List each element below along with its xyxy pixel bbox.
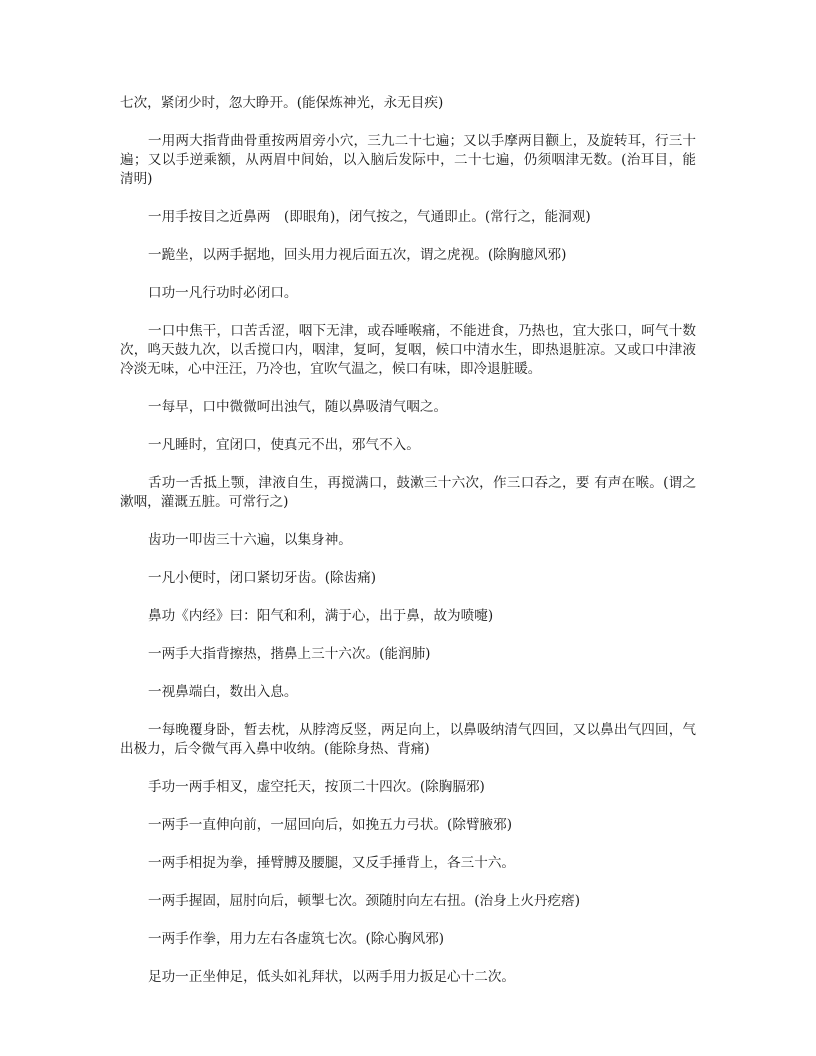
paragraph: 一用两大指背曲骨重按两眉旁小穴，三九二十七遍；又以手摩两目颧上，及旋转耳，行三十遍；又以手逆乘额，从两眉中间始，以入脑后发际中，二十七遍，仍须咽津无数。(治耳目，能清明)	[120, 133, 696, 187]
paragraph: 一视鼻端白，数出入息。	[148, 684, 298, 700]
paragraph: 一用手按目之近鼻两 (即眼角)，闭气按之，气通即止。(常行之，能洞观)	[148, 209, 591, 225]
paragraph: 一两手一直伸向前，一屈回向后，如挽五力弓状。(除臂腋邪)	[148, 817, 513, 833]
paragraph: 口功一凡行功时必闭口。	[148, 285, 298, 301]
paragraph: 一跪坐，以两手据地，回头用力视后面五次，谓之虎视。(除胸臆风邪)	[148, 247, 567, 263]
paragraph: 齿功一叩齿三十六遍，以集身神。	[148, 532, 352, 548]
paragraph: 一每晚覆身卧，暂去枕，从脖湾反竖，两足向上，以鼻吸纳清气四回，又以鼻出气四回，气出极力，后令微气再入鼻中收纳。(能除身热、背痛)	[120, 722, 696, 757]
paragraph: 七次，紧闭少时，忽大睁开。(能保炼神光，永无目疾)	[120, 95, 444, 111]
paragraph: 一两手大指背擦热，揩鼻上三十六次。(能润肺)	[148, 646, 431, 662]
paragraph: 鼻功《内经》曰：阳气和利，满于心，出于鼻，故为喷嚏)	[148, 608, 494, 624]
document-body	[120, 94, 696, 1006]
paragraph: 手功一两手相叉，虚空托天，按顶二十四次。(除胸膈邪)	[148, 779, 485, 795]
paragraph: 舌功一舌抵上颚，津液自生，再搅满口，鼓漱三十六次，作三口吞之，要 有声在喉。(谓之漱咽，灌溉五脏。可常行之)	[120, 475, 696, 510]
paragraph: 足功一正坐伸足，低头如礼拜状，以两手用力扳足心十二次。	[148, 969, 516, 985]
paragraph: 一凡睡时，宜闭口，使真元不出，邪气不入。	[148, 437, 420, 453]
paragraph: 一凡小便时，闭口紧切牙齿。(除齿痛)	[148, 570, 377, 586]
paragraph: 一两手作拳，用力左右各虚筑七次。(除心胸风邪)	[148, 931, 445, 947]
paragraph: 一口中焦干，口苦舌涩，咽下无津，或吞唾喉痛，不能进食，乃热也，宜大张口，呵气十数次，鸣天鼓九次，以舌搅口内，咽津，复呵，复咽，候口中清水生，即热退脏凉。又或口中津液冷淡无味，心中汪汪，乃冷也，宜吹气温之，候口有味，即冷退脏暖。	[120, 323, 696, 377]
paragraph: 一两手相捉为拳，捶臂膊及腰腿，又反手捶背上，各三十六。	[148, 855, 516, 871]
paragraph: 一每早，口中微微呵出浊气，随以鼻吸清气咽之。	[148, 399, 448, 415]
paragraph: 一两手握固，屈肘向后，顿掣七次。颈随肘向左右扭。(治身上火丹疙瘩)	[148, 893, 581, 909]
